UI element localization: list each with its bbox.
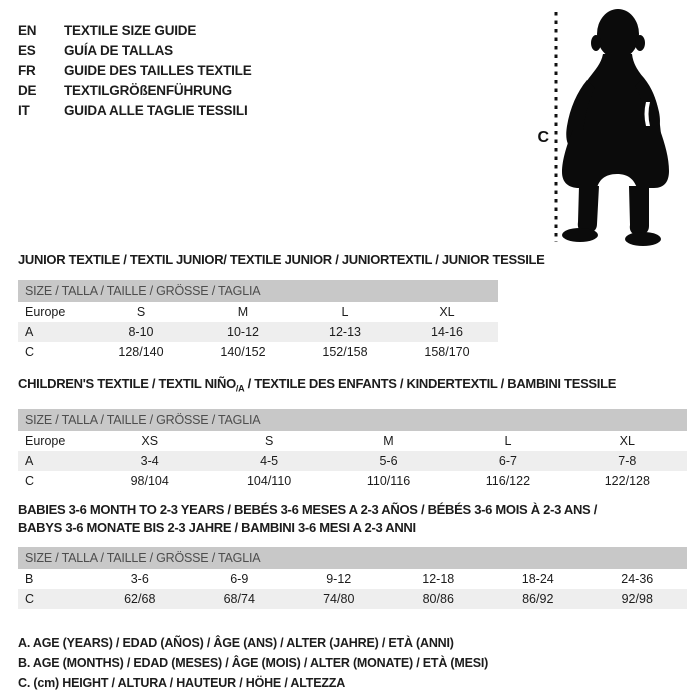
language-code: IT — [18, 102, 30, 118]
size-value: 6-9 — [230, 571, 249, 586]
size-value: 3-4 — [140, 453, 159, 468]
language-code: FR — [18, 62, 36, 78]
size-table — [18, 569, 687, 609]
legend-line: C. (cm) HEIGHT / ALTURA / HAUTEUR / HÖHE / ALTEZZA — [18, 675, 346, 690]
row-label: A — [25, 325, 34, 339]
table-row — [18, 451, 687, 471]
size-value: XS — [141, 433, 159, 448]
size-value: S — [264, 433, 274, 448]
size-value: 9-12 — [326, 571, 352, 586]
size-value: L — [341, 305, 349, 319]
table-row — [18, 342, 498, 362]
size-value: 4-5 — [260, 453, 279, 468]
language-label: TEXTILGRÖßENFÜHRUNG — [64, 82, 232, 98]
table-title-line: CHILDREN'S TEXTILE / TEXTIL $NIÑO_{/A}$ / TEXTILE DES ENFANTS / KINDERTEXTIL / BAMBINI TESSILE — [18, 376, 617, 394]
measure-label-c: C — [537, 129, 549, 146]
table-row — [18, 431, 687, 451]
junior-textile-section — [18, 252, 687, 362]
size-value: 14-16 — [431, 325, 463, 339]
row-label: C — [25, 591, 35, 606]
language-code: ES — [18, 42, 36, 58]
size-value: 92/98 — [621, 591, 653, 606]
table-row — [18, 302, 498, 322]
size-value: 86/92 — [522, 591, 554, 606]
size-value: 24-36 — [621, 571, 654, 586]
size-value: 10-12 — [227, 325, 259, 339]
language-label: GUIDA ALLE TAGLIE TESSILI — [64, 102, 248, 118]
legend-line: A. AGE (YEARS) / EDAD (AÑOS) / ÂGE (ANS) / ALTER (JAHRE) / ETÀ (ANNI) — [18, 635, 454, 650]
toddler-silhouette-icon — [562, 9, 669, 246]
row-label: Europe — [25, 305, 66, 319]
babies-textile-section — [18, 501, 687, 609]
size-value: 152/158 — [322, 345, 368, 359]
legend-line: B. AGE (MONTHS) / EDAD (MESES) / ÂGE (MOIS) / ALTER (MONATE) / ETÀ (MESI) — [18, 655, 489, 670]
size-value: 7-8 — [618, 453, 637, 468]
size-header-bar: SIZE / TALLA / TAILLE / GRÖSSE / TAGLIA — [18, 547, 687, 569]
size-value: 12-18 — [422, 571, 455, 586]
size-value: 104/110 — [246, 473, 292, 488]
table-title-line: BABYS 3-6 MONATE BIS 2-3 JAHRE / BAMBINI 3-6 MESI A 2-3 ANNI — [18, 519, 416, 535]
size-table — [18, 302, 498, 362]
size-value: 110/116 — [366, 473, 411, 488]
row-label: C — [25, 345, 35, 359]
language-code: EN — [18, 22, 37, 38]
table-title — [18, 376, 687, 397]
row-label: B — [25, 571, 34, 586]
size-value: 3-6 — [130, 571, 149, 586]
table-title-line: BABIES 3-6 MONTH TO 2-3 YEARS / BEBÉS 3-6 MESES A 2-3 AÑOS / BÉBÉS 3-6 MOIS À 2-3 ANS / — [18, 501, 598, 517]
size-value: 98/104 — [130, 473, 169, 488]
size-value: L — [504, 433, 512, 448]
size-value: 62/68 — [124, 591, 156, 606]
table-title — [18, 501, 687, 537]
language-label: TEXTILE SIZE GUIDE — [64, 22, 197, 38]
size-value: S — [136, 305, 146, 319]
size-header-bar: SIZE / TALLA / TAILLE / GRÖSSE / TAGLIA — [18, 409, 687, 431]
table-row — [18, 471, 687, 491]
size-value: M — [237, 305, 249, 319]
row-label: C — [25, 473, 35, 488]
size-value: 122/128 — [604, 473, 650, 488]
size-value: 12-13 — [329, 325, 361, 339]
size-value: 68/74 — [223, 591, 255, 606]
table-title-line: JUNIOR TEXTILE / TEXTIL JUNIOR/ TEXTILE JUNIOR / JUNIORTEXTIL / JUNIOR TESSILE — [18, 252, 545, 267]
size-value: 140/152 — [220, 345, 266, 359]
size-header-bar: SIZE / TALLA / TAILLE / GRÖSSE / TAGLIA — [18, 280, 498, 302]
childrens-textile-section — [18, 376, 687, 491]
size-value: 6-7 — [498, 453, 517, 468]
table-title — [18, 252, 687, 268]
table-row — [18, 569, 687, 589]
size-value: M — [383, 433, 394, 448]
size-value: 74/80 — [323, 591, 355, 606]
size-value: 18-24 — [521, 571, 554, 586]
language-label: GUÍA DE TALLAS — [64, 42, 173, 58]
size-value: XL — [619, 433, 635, 448]
size-value: 158/170 — [424, 345, 470, 359]
table-row — [18, 322, 498, 342]
language-label: GUIDE DES TAILLES TEXTILE — [64, 62, 252, 78]
size-value: XL — [439, 305, 455, 319]
size-table — [18, 431, 687, 491]
size-value: 116/122 — [485, 473, 531, 488]
row-label: A — [25, 453, 34, 468]
language-code: DE — [18, 82, 37, 98]
legend — [18, 633, 687, 693]
size-value: 128/140 — [118, 345, 164, 359]
size-value: 80/86 — [422, 591, 454, 606]
size-value: 5-6 — [379, 453, 398, 468]
row-label: Europe — [25, 433, 66, 448]
measurement-figure — [513, 6, 688, 248]
size-value: 8-10 — [128, 325, 154, 339]
table-row — [18, 589, 687, 609]
